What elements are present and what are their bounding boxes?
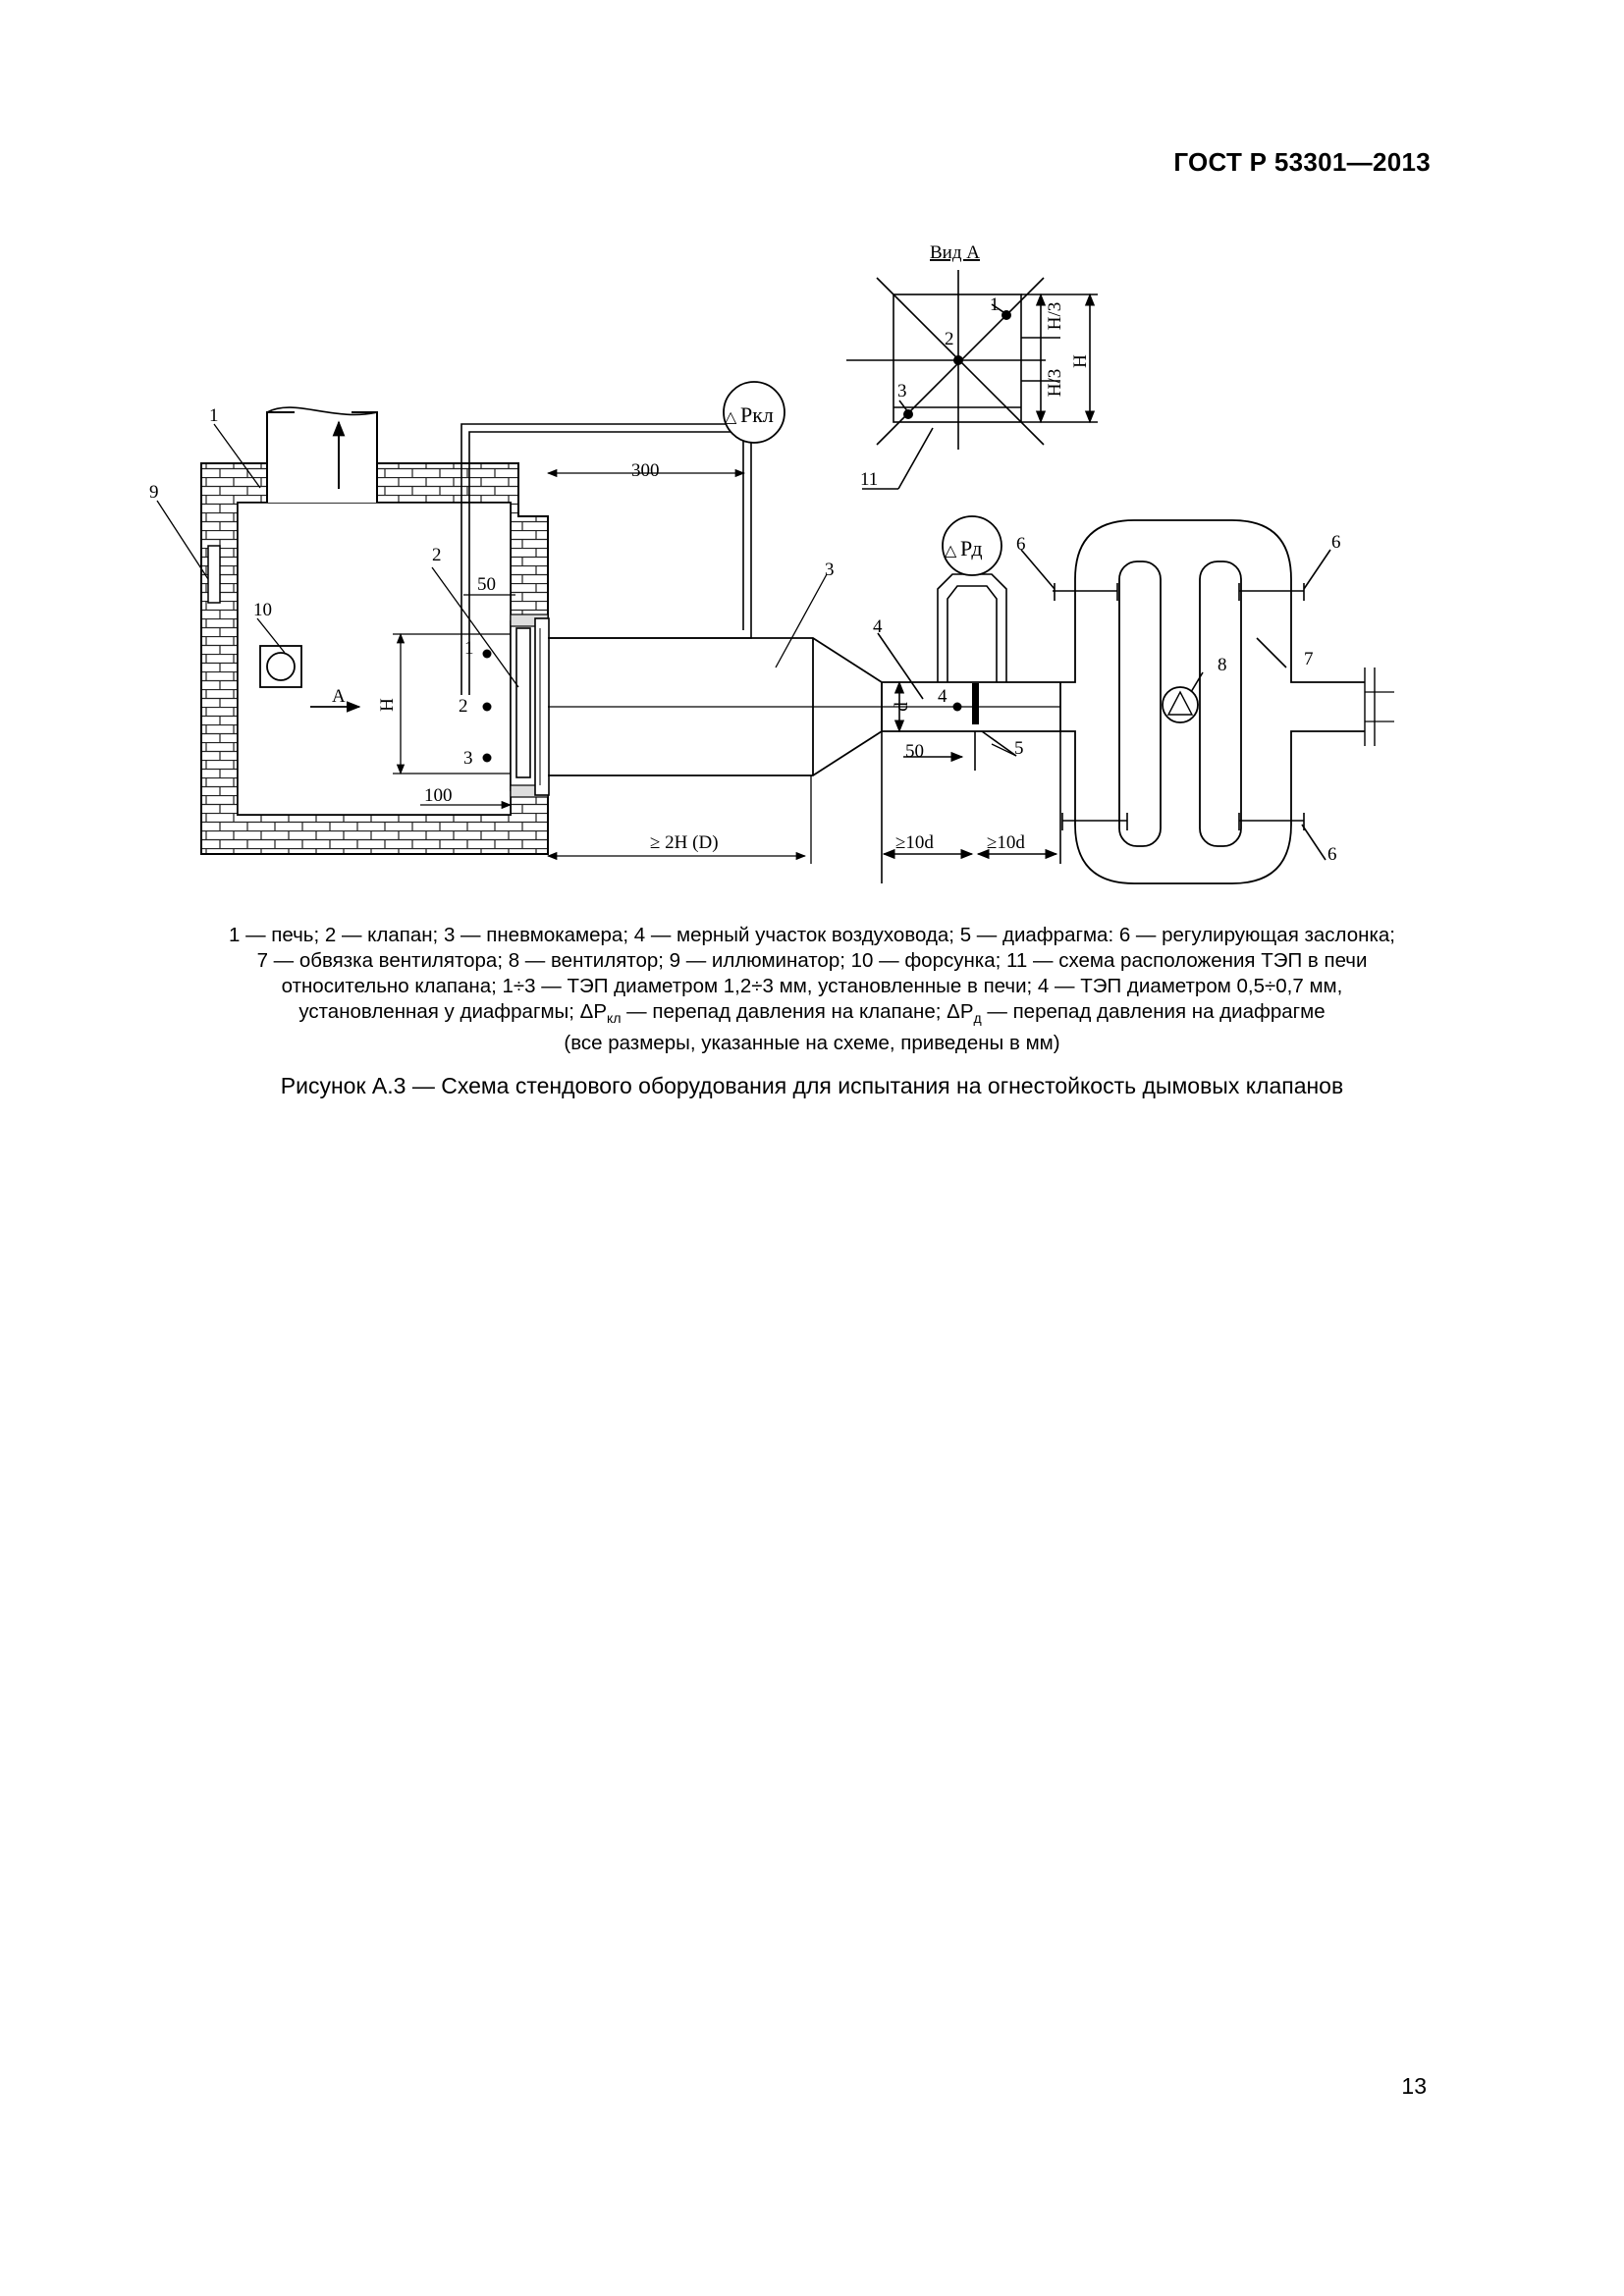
view-tep-1: [1001, 310, 1011, 320]
figure-caption: Рисунок А.3 — Схема стендового оборудования для испытания на огнестойкость дымовых клапанов: [280, 1073, 1344, 1098]
label-6-bottom: 6: [1327, 844, 1337, 865]
dim-50-bottom: 50: [905, 741, 924, 762]
tep-label-4: 4: [938, 686, 947, 707]
label-3: 3: [825, 560, 835, 580]
dim-50-top: 50: [477, 574, 496, 595]
label-6-left: 6: [1016, 534, 1026, 555]
label-a: A: [332, 686, 346, 707]
dim-h: H: [377, 698, 398, 712]
view-tep-2: [953, 355, 963, 365]
label-5: 5: [1014, 738, 1024, 759]
tep-label-2: 2: [459, 696, 468, 717]
dim-300: 300: [631, 460, 660, 481]
dim-100: 100: [424, 785, 453, 806]
view-label-1: 1: [990, 294, 1000, 315]
view-a-title: Вид А: [930, 242, 980, 263]
legend-line-2: 7 — обвязка вентилятора; 8 — вентилятор; 9 — иллюминатор; 10 — форсунка; 11 — схема расположения ТЭП в печи: [256, 949, 1368, 972]
test-stand-diagram: [0, 0, 1624, 913]
label-10: 10: [253, 600, 272, 620]
gauge-p-kl: [724, 382, 785, 443]
view-label-3: 3: [897, 381, 907, 401]
dim-d: d: [892, 702, 912, 712]
view-label-2: 2: [945, 329, 954, 349]
label-6-right: 6: [1331, 532, 1341, 553]
dim-10d-left: ≥10d: [895, 832, 934, 853]
label-7: 7: [1304, 649, 1314, 669]
standard-header: ГОСТ Р 53301—2013: [1173, 147, 1431, 177]
svg-text:△: △: [725, 409, 737, 426]
view-dim-h: H: [1070, 354, 1091, 368]
gauge-p-kl-label: Ркл: [740, 402, 774, 427]
legend-line-4: установленная у диафрагмы; $\Delta P_{кл}$ — перепад давления на клапане; $\Delta P_д$ — перепад давления на диафрагме: [298, 1000, 1326, 1027]
svg-text:△: △: [945, 543, 957, 560]
tep-1: [483, 650, 492, 659]
label-4: 4: [873, 616, 883, 637]
legend-line-3: относительно клапана; 1÷3 — ТЭП диаметром 1,2÷3 мм, установленные в печи; 4 — ТЭП диаметром 0,5÷0,7 мм,: [281, 975, 1343, 997]
label-8: 8: [1218, 655, 1227, 675]
valve: [511, 614, 549, 797]
label-1: 1: [209, 405, 219, 426]
tep-label-3: 3: [463, 748, 473, 769]
figure-legend: [128, 923, 1496, 1056]
pneumatic-chamber: [548, 638, 1060, 775]
fan-housing: [1060, 520, 1394, 883]
view-dim-h3-top: H/3: [1045, 301, 1065, 331]
legend-line-1: 1 — печь; 2 — клапан; 3 — пневмокамера; 4 — мерный участок воздуховода; 5 — диафрагма: 6 — регулирующая заслонка;: [229, 924, 1395, 946]
tep-4: [953, 703, 962, 712]
gauge-p-d-label: Рд: [960, 536, 983, 561]
legend-line-5: (все размеры, указанные на схеме, приведены в мм): [564, 1032, 1060, 1055]
label-11: 11: [860, 469, 879, 490]
label-2: 2: [432, 545, 442, 565]
dim-2h-d: ≥ 2H (D): [650, 832, 719, 853]
view-dim-h3-bottom: H/3: [1045, 368, 1065, 398]
tep-3: [483, 754, 492, 763]
page-number: 13: [1401, 2073, 1427, 2099]
dim-10d-right: ≥10d: [987, 832, 1025, 853]
furnace: [201, 407, 548, 854]
view-tep-3: [903, 409, 913, 419]
diaphragm: [972, 683, 979, 724]
label-9: 9: [149, 482, 159, 503]
tep-label-1: 1: [464, 638, 474, 659]
fan: [1163, 687, 1198, 722]
tep-2: [483, 703, 492, 712]
